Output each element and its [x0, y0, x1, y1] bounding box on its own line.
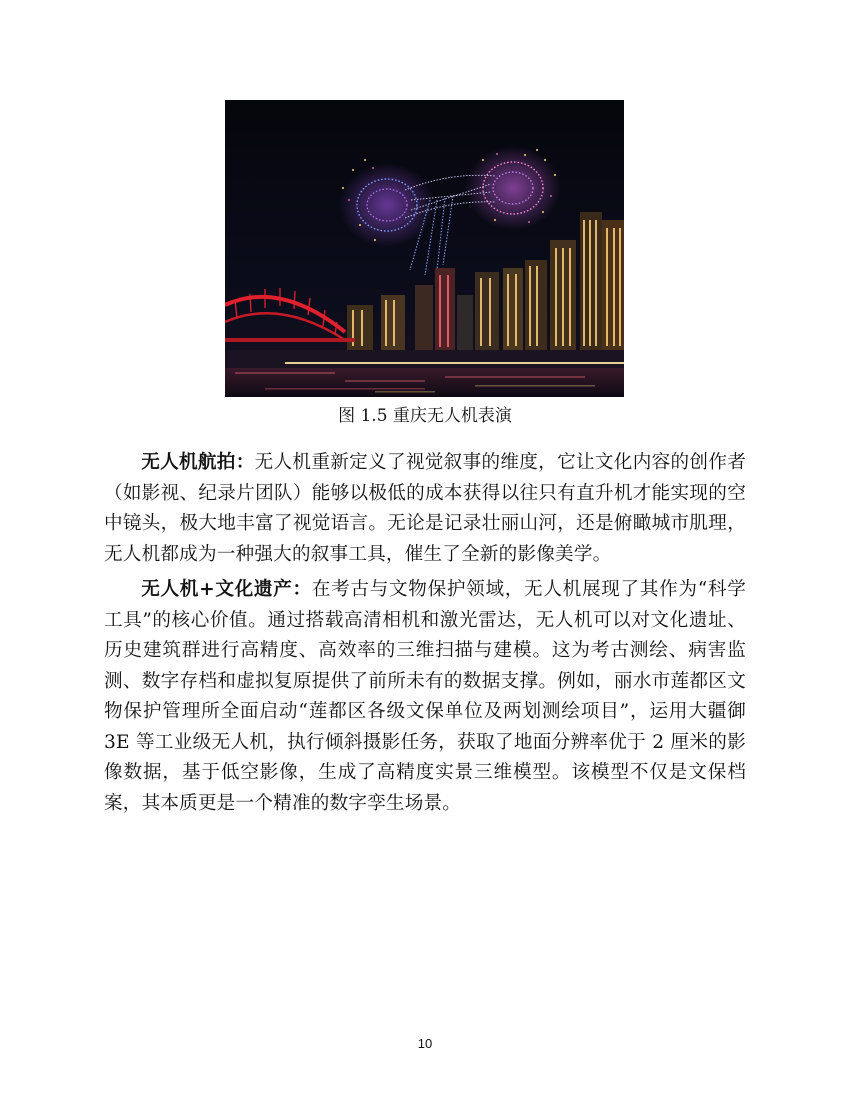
- page-number: 10: [417, 1036, 433, 1051]
- figure-caption: 图 1.5 重庆无人机表演: [338, 406, 512, 426]
- paragraph-drone-aerial: [104, 448, 746, 570]
- drone-show-photo: [225, 100, 624, 397]
- paragraph-lead: 无人机+文化遗产：: [141, 579, 312, 600]
- paragraph-text: 无人机重新定义了视觉叙事的维度，它让文化内容的创作者（如影视、纪录片团队）能够以极低的成本获得以往只有直升机才能实现的空中镜头，极大地丰富了视觉语言。无论是记录壮丽山河，还是俯瞰城市肌理，无人机都成为一种强大的叙事工具，催生了全新的影像美学。: [104, 452, 747, 565]
- paragraph-text: 在考古与文物保护领域，无人机展现了其作为“科学工具”的核心价值。通过搭载高清相机和激光雷达，无人机可以对文化遗址、历史建筑群进行高精度、高效率的三维扫描与建模。这为考古测绘、病害监测、数字存档和虚拟复原提供了前所未有的数据支撑。例如，丽水市莲都区文物保护管理所全面启动“莲都区各级文保单位及两划测绘项目”，运用大疆御 3E 等工业级无人机，执行倾斜摄影任务，获取了地面分辨率优于 2 厘米的影像数据，基于低空影像，生成了高精度实景三维模型。该模型不仅是文保档案，其本质更是一个精准的数字孪生场景。: [104, 579, 746, 814]
- paragraph-drone-heritage: [104, 575, 746, 819]
- paragraph-lead: 无人机航拍：: [141, 452, 255, 473]
